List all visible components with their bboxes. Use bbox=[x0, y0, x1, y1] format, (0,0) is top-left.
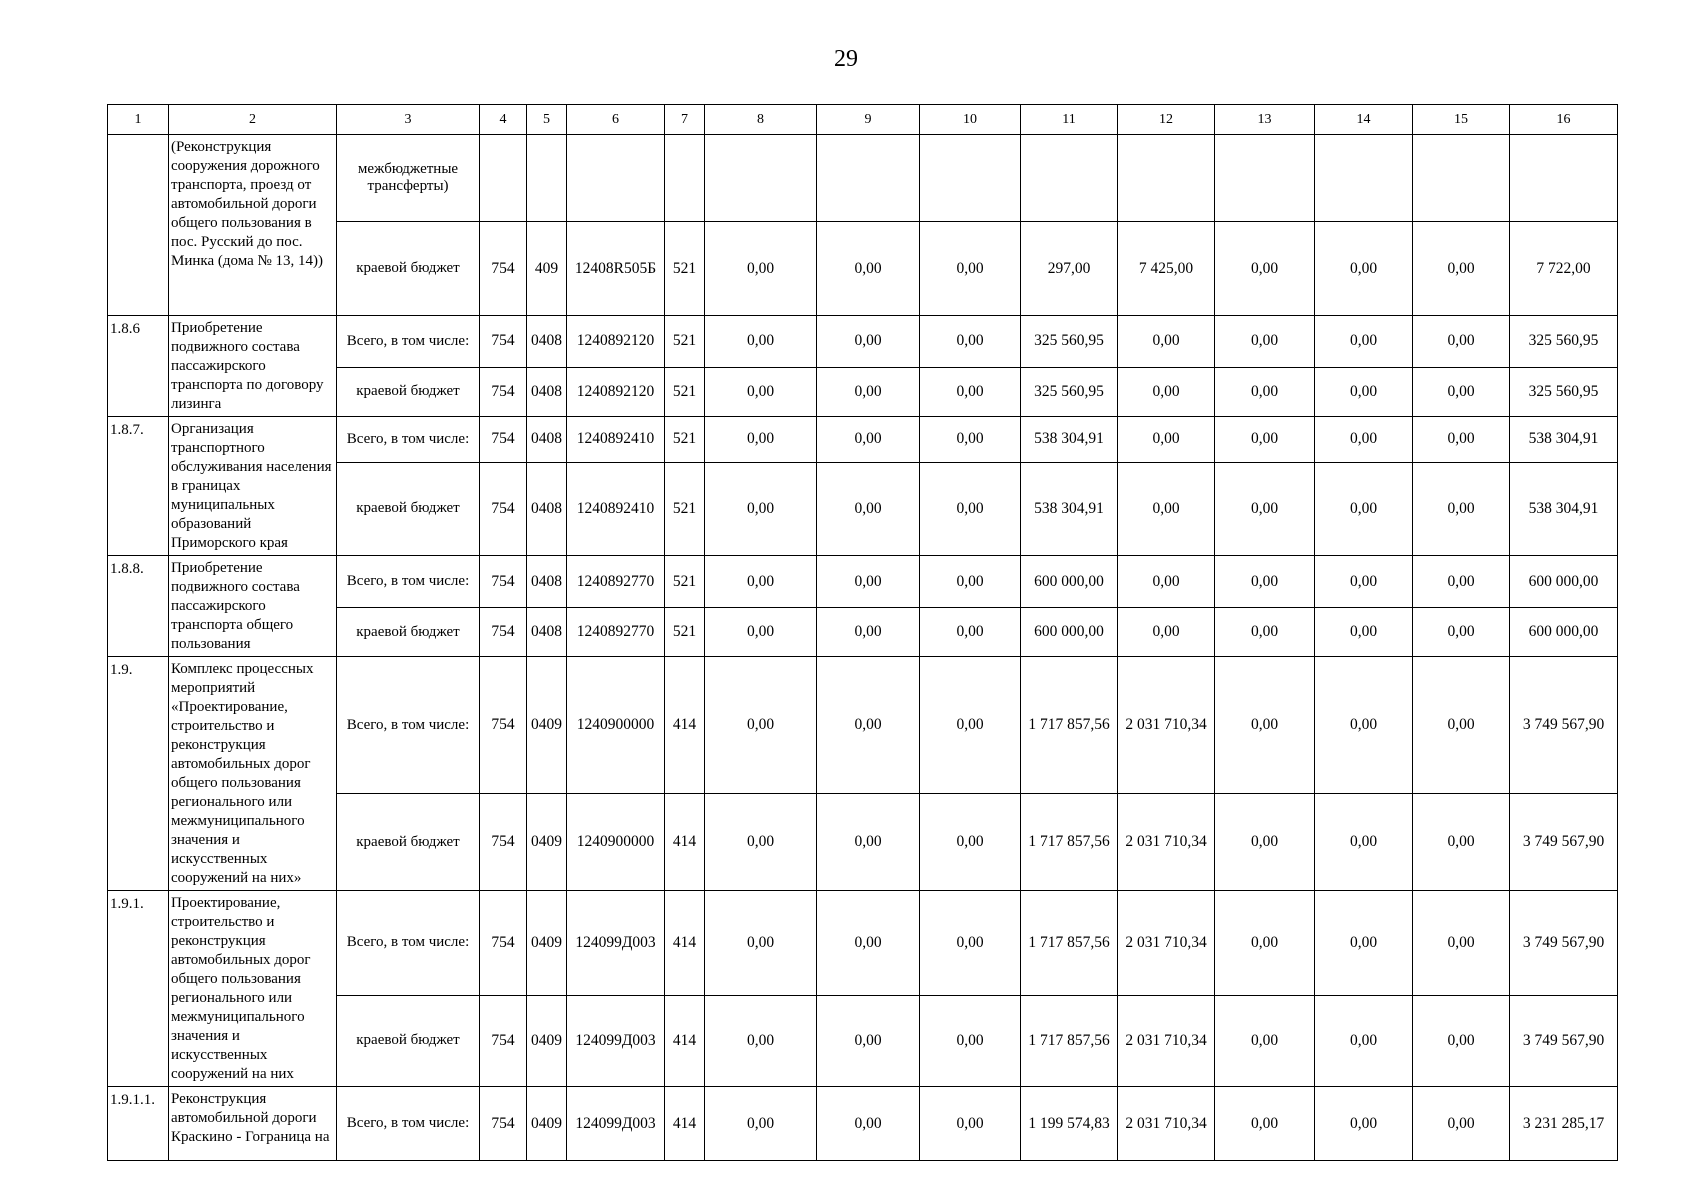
table-row bbox=[108, 135, 1618, 222]
value-cell: 0,00 bbox=[817, 556, 920, 608]
value-cell: 600 000,00 bbox=[1510, 556, 1618, 608]
funding-source: краевой бюджет bbox=[337, 367, 480, 416]
value-cell: 1 717 857,56 bbox=[1021, 657, 1118, 794]
value-cell: 2 031 710,34 bbox=[1118, 657, 1215, 794]
value-cell: 0,00 bbox=[920, 995, 1021, 1086]
value-cell: 0409 bbox=[527, 794, 567, 891]
value-cell: 1 717 857,56 bbox=[1021, 794, 1118, 891]
value-cell: 0,00 bbox=[705, 608, 817, 657]
header-cell: 12 bbox=[1118, 105, 1215, 135]
item-name: Организация транспортного обслуживания населения в границах муниципальных образований Приморского края bbox=[169, 417, 337, 556]
value-cell: 0,00 bbox=[920, 462, 1021, 555]
value-cell: 0,00 bbox=[1413, 222, 1510, 316]
value-cell: 0,00 bbox=[1315, 222, 1413, 316]
item-number: 1.8.7. bbox=[108, 417, 169, 556]
value-cell: 0,00 bbox=[705, 222, 817, 316]
value-cell bbox=[920, 135, 1021, 222]
value-cell: 0,00 bbox=[705, 891, 817, 996]
value-cell: 0,00 bbox=[920, 417, 1021, 463]
value-cell: 124099Д003 bbox=[567, 995, 665, 1086]
item-number: 1.9.1.1. bbox=[108, 1087, 169, 1161]
value-cell: 1240892410 bbox=[567, 462, 665, 555]
header-cell: 6 bbox=[567, 105, 665, 135]
value-cell: 1240892410 bbox=[567, 417, 665, 463]
value-cell: 0,00 bbox=[1413, 316, 1510, 368]
item-number: 1.9.1. bbox=[108, 891, 169, 1087]
value-cell: 754 bbox=[480, 417, 527, 463]
value-cell: 3 749 567,90 bbox=[1510, 657, 1618, 794]
value-cell: 521 bbox=[665, 367, 705, 416]
value-cell bbox=[527, 135, 567, 222]
value-cell: 0,00 bbox=[920, 556, 1021, 608]
header-cell: 13 bbox=[1215, 105, 1315, 135]
value-cell: 600 000,00 bbox=[1021, 608, 1118, 657]
value-cell: 0408 bbox=[527, 462, 567, 555]
value-cell: 325 560,95 bbox=[1021, 367, 1118, 416]
value-cell: 0,00 bbox=[1118, 367, 1215, 416]
item-name: Комплекс процессных мероприятий «Проектирование, строительство и реконструкция автомобильных дорог общего пользования регионального или межмуниципального значения и искусственных сооружений на них» bbox=[169, 657, 337, 891]
funding-source: Всего, в том числе: bbox=[337, 417, 480, 463]
header-cell: 8 bbox=[705, 105, 817, 135]
header-cell: 7 bbox=[665, 105, 705, 135]
value-cell: 0,00 bbox=[1315, 995, 1413, 1086]
value-cell: 3 749 567,90 bbox=[1510, 995, 1618, 1086]
value-cell: 0,00 bbox=[920, 657, 1021, 794]
value-cell: 0408 bbox=[527, 608, 567, 657]
value-cell bbox=[1118, 135, 1215, 222]
value-cell: 0,00 bbox=[817, 417, 920, 463]
table-row bbox=[108, 1087, 1618, 1161]
value-cell: 0,00 bbox=[1215, 367, 1315, 416]
value-cell: 521 bbox=[665, 462, 705, 555]
value-cell: 521 bbox=[665, 556, 705, 608]
value-cell: 0,00 bbox=[1413, 995, 1510, 1086]
value-cell: 0,00 bbox=[1315, 316, 1413, 368]
value-cell: 7 722,00 bbox=[1510, 222, 1618, 316]
value-cell: 538 304,91 bbox=[1021, 462, 1118, 555]
value-cell: 0,00 bbox=[705, 1087, 817, 1161]
value-cell: 538 304,91 bbox=[1021, 417, 1118, 463]
header-cell: 14 bbox=[1315, 105, 1413, 135]
value-cell: 0,00 bbox=[817, 608, 920, 657]
value-cell: 0,00 bbox=[1413, 657, 1510, 794]
value-cell: 0408 bbox=[527, 316, 567, 368]
value-cell: 1240900000 bbox=[567, 794, 665, 891]
value-cell: 521 bbox=[665, 608, 705, 657]
value-cell: 0409 bbox=[527, 891, 567, 996]
value-cell: 754 bbox=[480, 222, 527, 316]
funding-source: Всего, в том числе: bbox=[337, 1087, 480, 1161]
header-cell: 1 bbox=[108, 105, 169, 135]
header-row bbox=[108, 105, 1618, 135]
value-cell: 0408 bbox=[527, 556, 567, 608]
value-cell: 2 031 710,34 bbox=[1118, 794, 1215, 891]
value-cell: 0,00 bbox=[1215, 794, 1315, 891]
value-cell: 0,00 bbox=[705, 657, 817, 794]
value-cell: 414 bbox=[665, 794, 705, 891]
value-cell: 538 304,91 bbox=[1510, 417, 1618, 463]
value-cell: 0,00 bbox=[920, 222, 1021, 316]
header-cell: 15 bbox=[1413, 105, 1510, 135]
value-cell: 0,00 bbox=[1215, 1087, 1315, 1161]
value-cell: 0,00 bbox=[1215, 462, 1315, 555]
value-cell: 0,00 bbox=[920, 891, 1021, 996]
item-name: Реконструкция автомобильной дороги Краскино - Гограница на bbox=[169, 1087, 337, 1161]
funding-source: краевой бюджет bbox=[337, 608, 480, 657]
value-cell: 0,00 bbox=[1315, 891, 1413, 996]
value-cell: 0,00 bbox=[1315, 1087, 1413, 1161]
value-cell: 2 031 710,34 bbox=[1118, 891, 1215, 996]
item-name: Приобретение подвижного состава пассажирского транспорта общего пользования bbox=[169, 556, 337, 657]
value-cell: 0408 bbox=[527, 367, 567, 416]
value-cell: 0,00 bbox=[1215, 222, 1315, 316]
value-cell: 0,00 bbox=[817, 657, 920, 794]
value-cell: 3 749 567,90 bbox=[1510, 794, 1618, 891]
value-cell: 0,00 bbox=[705, 462, 817, 555]
value-cell: 0,00 bbox=[1215, 556, 1315, 608]
value-cell: 0,00 bbox=[817, 316, 920, 368]
header-cell: 10 bbox=[920, 105, 1021, 135]
value-cell: 409 bbox=[527, 222, 567, 316]
value-cell: 0,00 bbox=[1215, 608, 1315, 657]
value-cell bbox=[1021, 135, 1118, 222]
value-cell: 0,00 bbox=[920, 316, 1021, 368]
value-cell: 3 749 567,90 bbox=[1510, 891, 1618, 996]
value-cell: 0,00 bbox=[817, 462, 920, 555]
header-cell: 16 bbox=[1510, 105, 1618, 135]
funding-source: Всего, в том числе: bbox=[337, 891, 480, 996]
value-cell: 0,00 bbox=[1315, 417, 1413, 463]
value-cell bbox=[817, 135, 920, 222]
value-cell: 0,00 bbox=[1315, 556, 1413, 608]
value-cell bbox=[665, 135, 705, 222]
value-cell: 325 560,95 bbox=[1021, 316, 1118, 368]
value-cell: 1240892120 bbox=[567, 316, 665, 368]
header-cell: 11 bbox=[1021, 105, 1118, 135]
header-cell: 5 bbox=[527, 105, 567, 135]
value-cell: 0,00 bbox=[1413, 891, 1510, 996]
value-cell: 0408 bbox=[527, 417, 567, 463]
item-number bbox=[108, 135, 169, 316]
table-row bbox=[108, 417, 1618, 463]
value-cell: 0409 bbox=[527, 995, 567, 1086]
value-cell: 0,00 bbox=[705, 556, 817, 608]
value-cell: 0,00 bbox=[1215, 657, 1315, 794]
value-cell: 0,00 bbox=[1215, 316, 1315, 368]
value-cell: 3 231 285,17 bbox=[1510, 1087, 1618, 1161]
value-cell: 1240892770 bbox=[567, 556, 665, 608]
item-number: 1.8.8. bbox=[108, 556, 169, 657]
value-cell: 7 425,00 bbox=[1118, 222, 1215, 316]
value-cell bbox=[1413, 135, 1510, 222]
value-cell: 754 bbox=[480, 657, 527, 794]
value-cell: 1240892120 bbox=[567, 367, 665, 416]
table-row bbox=[108, 316, 1618, 368]
item-number: 1.9. bbox=[108, 657, 169, 891]
value-cell: 124099Д003 bbox=[567, 1087, 665, 1161]
value-cell: 0,00 bbox=[1118, 417, 1215, 463]
value-cell: 0,00 bbox=[1315, 367, 1413, 416]
value-cell: 0,00 bbox=[1413, 417, 1510, 463]
value-cell: 521 bbox=[665, 417, 705, 463]
funding-source: краевой бюджет bbox=[337, 794, 480, 891]
header-cell: 3 bbox=[337, 105, 480, 135]
value-cell: 0,00 bbox=[705, 316, 817, 368]
value-cell: 1 199 574,83 bbox=[1021, 1087, 1118, 1161]
value-cell: 0,00 bbox=[817, 794, 920, 891]
value-cell: 1 717 857,56 bbox=[1021, 891, 1118, 996]
header-cell: 2 bbox=[169, 105, 337, 135]
page-number: 29 bbox=[834, 46, 858, 72]
value-cell: 0,00 bbox=[920, 1087, 1021, 1161]
value-cell: 2 031 710,34 bbox=[1118, 1087, 1215, 1161]
value-cell: 0,00 bbox=[1215, 417, 1315, 463]
value-cell: 414 bbox=[665, 995, 705, 1086]
value-cell bbox=[705, 135, 817, 222]
value-cell: 0,00 bbox=[1118, 316, 1215, 368]
funding-source: краевой бюджет bbox=[337, 995, 480, 1086]
budget-table bbox=[107, 104, 1618, 1161]
value-cell: 12408R505Б bbox=[567, 222, 665, 316]
value-cell: 0,00 bbox=[1118, 556, 1215, 608]
value-cell: 521 bbox=[665, 222, 705, 316]
value-cell: 325 560,95 bbox=[1510, 316, 1618, 368]
item-number: 1.8.6 bbox=[108, 316, 169, 417]
value-cell: 0,00 bbox=[920, 794, 1021, 891]
value-cell: 0,00 bbox=[1315, 608, 1413, 657]
value-cell: 0,00 bbox=[920, 608, 1021, 657]
value-cell: 754 bbox=[480, 608, 527, 657]
value-cell: 0,00 bbox=[1413, 794, 1510, 891]
table-row bbox=[108, 657, 1618, 794]
funding-source: краевой бюджет bbox=[337, 222, 480, 316]
value-cell: 414 bbox=[665, 891, 705, 996]
value-cell: 754 bbox=[480, 556, 527, 608]
funding-source: Всего, в том числе: bbox=[337, 657, 480, 794]
value-cell: 0,00 bbox=[1215, 891, 1315, 996]
value-cell: 0409 bbox=[527, 657, 567, 794]
value-cell: 0,00 bbox=[705, 417, 817, 463]
value-cell: 0,00 bbox=[1118, 462, 1215, 555]
value-cell: 754 bbox=[480, 794, 527, 891]
value-cell: 0,00 bbox=[1118, 608, 1215, 657]
value-cell: 297,00 bbox=[1021, 222, 1118, 316]
item-name: Проектирование, строительство и реконструкция автомобильных дорог общего пользования регионального или межмуниципального значения и искусственных сооружений на них bbox=[169, 891, 337, 1087]
value-cell: 414 bbox=[665, 657, 705, 794]
table-body bbox=[108, 105, 1618, 1161]
value-cell bbox=[567, 135, 665, 222]
value-cell: 0,00 bbox=[705, 995, 817, 1086]
value-cell: 0409 bbox=[527, 1087, 567, 1161]
value-cell: 0,00 bbox=[817, 1087, 920, 1161]
value-cell: 0,00 bbox=[817, 367, 920, 416]
value-cell: 124099Д003 bbox=[567, 891, 665, 996]
value-cell: 0,00 bbox=[1315, 657, 1413, 794]
funding-source: Всего, в том числе: bbox=[337, 556, 480, 608]
value-cell: 0,00 bbox=[1413, 367, 1510, 416]
value-cell: 0,00 bbox=[920, 367, 1021, 416]
funding-source: межбюджетные трансферты) bbox=[337, 135, 480, 222]
value-cell: 1 717 857,56 bbox=[1021, 995, 1118, 1086]
funding-source: Всего, в том числе: bbox=[337, 316, 480, 368]
value-cell: 414 bbox=[665, 1087, 705, 1161]
value-cell: 538 304,91 bbox=[1510, 462, 1618, 555]
value-cell: 521 bbox=[665, 316, 705, 368]
value-cell: 0,00 bbox=[1413, 608, 1510, 657]
value-cell: 0,00 bbox=[705, 367, 817, 416]
header-cell: 4 bbox=[480, 105, 527, 135]
value-cell: 754 bbox=[480, 462, 527, 555]
item-name: Приобретение подвижного состава пассажирского транспорта по договору лизинга bbox=[169, 316, 337, 417]
value-cell: 0,00 bbox=[1413, 556, 1510, 608]
value-cell: 0,00 bbox=[705, 794, 817, 891]
value-cell bbox=[480, 135, 527, 222]
value-cell: 0,00 bbox=[1315, 794, 1413, 891]
value-cell: 0,00 bbox=[1413, 1087, 1510, 1161]
value-cell: 600 000,00 bbox=[1510, 608, 1618, 657]
value-cell: 0,00 bbox=[817, 222, 920, 316]
value-cell: 600 000,00 bbox=[1021, 556, 1118, 608]
value-cell: 1240900000 bbox=[567, 657, 665, 794]
table-row bbox=[108, 556, 1618, 608]
value-cell: 0,00 bbox=[1215, 995, 1315, 1086]
value-cell: 0,00 bbox=[817, 891, 920, 996]
value-cell: 754 bbox=[480, 1087, 527, 1161]
value-cell bbox=[1215, 135, 1315, 222]
value-cell bbox=[1315, 135, 1413, 222]
value-cell: 0,00 bbox=[1413, 462, 1510, 555]
value-cell: 754 bbox=[480, 367, 527, 416]
value-cell: 754 bbox=[480, 995, 527, 1086]
value-cell: 754 bbox=[480, 891, 527, 996]
value-cell bbox=[1510, 135, 1618, 222]
value-cell: 1240892770 bbox=[567, 608, 665, 657]
value-cell: 325 560,95 bbox=[1510, 367, 1618, 416]
value-cell: 754 bbox=[480, 316, 527, 368]
header-cell: 9 bbox=[817, 105, 920, 135]
table-row bbox=[108, 891, 1618, 996]
funding-source: краевой бюджет bbox=[337, 462, 480, 555]
item-name: (Реконструкция сооружения дорожного транспорта, проезд от автомобильной дороги общего пользования в пос. Русский до пос. Минка (дома № 13, 14)) bbox=[169, 135, 337, 316]
value-cell: 2 031 710,34 bbox=[1118, 995, 1215, 1086]
value-cell: 0,00 bbox=[1315, 462, 1413, 555]
value-cell: 0,00 bbox=[817, 995, 920, 1086]
